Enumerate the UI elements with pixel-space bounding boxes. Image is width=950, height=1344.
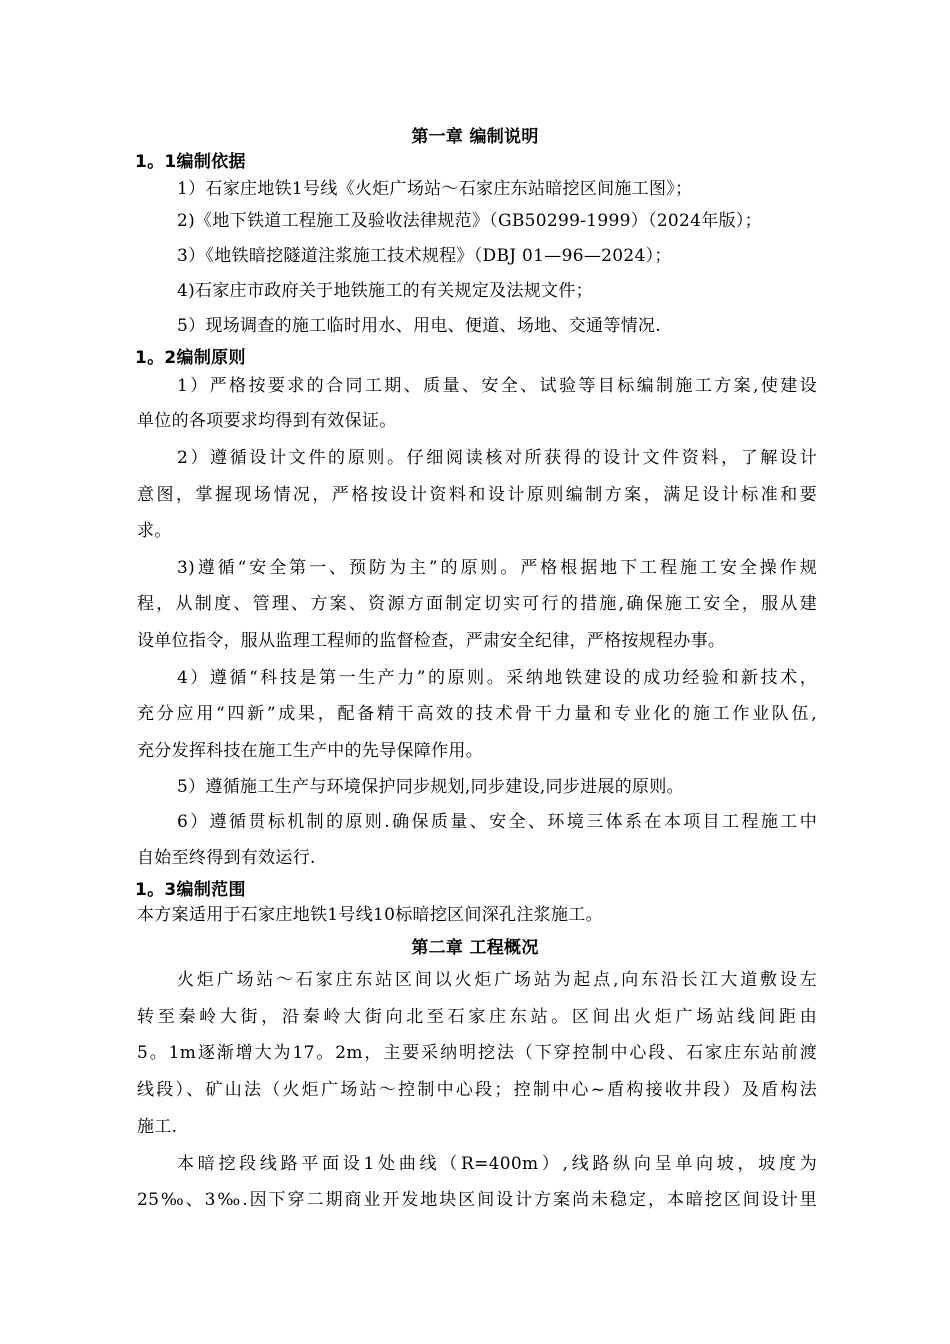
overview-line: 线段）、矿山法（火炬广场站～控制中心段；控制中心~盾构接收井段）及盾构法 <box>137 1080 817 1100</box>
basis-item: 5）现场调查的施工临时用水、用电、便道、场地、交通等情况. <box>177 316 661 336</box>
principle-line: 充分应用“四新”成果，配备精干高效的技术骨干力量和专业化的施工作业队伍, <box>137 704 817 724</box>
overview-line: 5。1m逐渐增大为17。2m，主要采纳明挖法（下穿控制中心段、石家庄东站前渡 <box>137 1043 817 1063</box>
overview-line: 转至秦岭大街，沿秦岭大街向北至石家庄东站。区间出火炬广场站线间距由 <box>137 1007 817 1027</box>
section-1-2-heading: 1。2编制原则 <box>135 348 246 368</box>
principle-line: 充分发挥科技在施工生产中的先导保障作用。 <box>137 741 483 761</box>
overview-line: 本暗挖段线路平面设1处曲线（R=400m）,线路纵向呈单向坡，坡度为 <box>177 1154 817 1174</box>
principle-line: 5）遵循施工生产与环境保护同步规划,同步建设,同步进展的原则。 <box>177 777 684 797</box>
scope-text: 本方案适用于石家庄地铁1号线10标暗挖区间深孔注浆施工。 <box>137 905 603 925</box>
principle-line: 设单位指令，服从监理工程师的监督检查，严肃安全纪律，严格按规程办事。 <box>137 631 726 651</box>
chapter-2-title: 第二章 工程概况 <box>411 938 539 958</box>
overview-line: 施工. <box>137 1117 178 1137</box>
principle-line: 意图，掌握现场情况，严格按设计资料和设计原则编制方案，满足设计标准和要 <box>137 485 817 505</box>
principle-line: 自始至终得到有效运行. <box>137 848 316 868</box>
section-1-1-heading: 1。1编制依据 <box>135 152 246 172</box>
principle-line: 3)遵循“安全第一、预防为主”的原则。严格根据地下工程施工安全操作规 <box>177 558 817 578</box>
basis-item: 1）石家庄地铁1号线《火炬广场站～石家庄东站暗挖区间施工图》； <box>177 179 693 199</box>
principle-line: 求。 <box>137 521 172 541</box>
section-1-3-heading: 1。3编制范围 <box>135 880 246 900</box>
principle-line: 单位的各项要求均得到有效保证。 <box>137 411 397 431</box>
overview-line: 25‰、3‰.因下穿二期商业开发地块区间设计方案尚未稳定，本暗挖区间设计里 <box>137 1190 817 1210</box>
basis-item: 3）《地铁暗挖隧道注浆施工技术规程》（DBJ 01—96—2024）； <box>177 246 672 266</box>
principle-line: 2）遵循设计文件的原则。仔细阅读核对所获得的设计文件资料，了解设计 <box>177 448 817 468</box>
principle-line: 程，从制度、管理、方案、资源方面制定切实可行的措施,确保施工安全，服从建 <box>137 594 817 614</box>
principle-line: 1）严格按要求的合同工期、质量、安全、试验等目标编制施工方案,使建设 <box>177 376 817 396</box>
chapter-1-title: 第一章 编制说明 <box>411 127 539 147</box>
principle-line: 4）遵循“科技是第一生产力”的原则。采纳地铁建设的成功经验和新技术， <box>177 668 817 688</box>
basis-item: 4)石家庄市政府关于地铁施工的有关规定及法规文件； <box>177 281 593 301</box>
basis-item: 2)《地下铁道工程施工及验收法律规范》（GB50299-1999）（2024年版）； <box>177 211 762 231</box>
principle-line: 6）遵循贯标机制的原则.确保质量、安全、环境三体系在本项目工程施工中 <box>177 812 817 832</box>
overview-line: 火炬广场站～石家庄东站区间以火炬广场站为起点,向东沿长江大道敷设左 <box>177 970 817 990</box>
